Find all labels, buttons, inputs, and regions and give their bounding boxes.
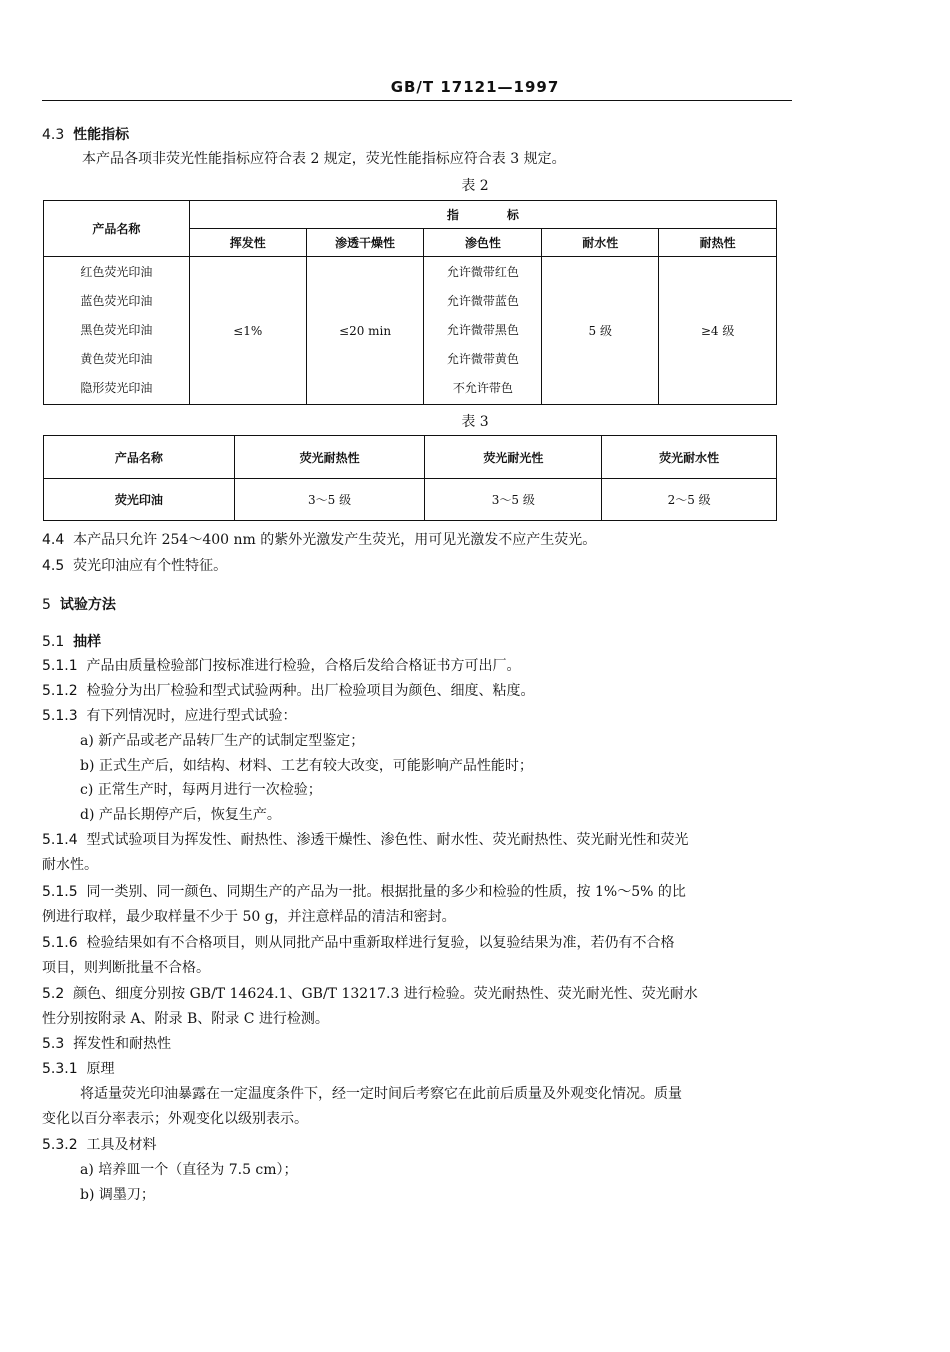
water-resistance-value: 5 级 — [542, 257, 659, 405]
section-4-3-heading: 4.3 性能指标 — [42, 127, 130, 143]
section-5-1-4: 5.1.4 型式试验项目为挥发性、耐热性、渗透干燥性、渗色性、耐水性、荧光耐热性、荧光耐光性和荧光 — [42, 832, 689, 848]
standard-code-header: GB/T 17121—1997 — [390, 78, 560, 96]
section-5-1-3: 5.1.3 有下列情况时，应进行型式试验： — [42, 708, 297, 724]
list-item: a) 培养皿一个（直径为 7.5 cm）； — [80, 1162, 298, 1178]
table-2-col-header: 渗色性 — [424, 229, 542, 257]
section-5-1-2: 5.1.2 检验分为出厂检验和型式试验两种。出厂检验项目为颜色、细度、粘度。 — [42, 683, 535, 699]
heat-resistance-value: ≥4 级 — [659, 257, 777, 405]
table-3-cell: 3～5 级 — [234, 479, 425, 521]
table-2 — [43, 200, 777, 405]
table-3-cell: 2～5 级 — [602, 479, 777, 521]
list-item: b) 调墨刀； — [80, 1187, 155, 1203]
section-5-2-cont: 性分别按附录 A、附录 B、附录 C 进行检测。 — [42, 1011, 329, 1027]
table-2-col-header: 挥发性 — [189, 229, 306, 257]
table-2-caption: 表 2 — [461, 178, 489, 194]
section-5-3-heading: 5.3 挥发性和耐热性 — [42, 1036, 172, 1052]
section-5-1-6: 5.1.6 检验结果如有不合格项目，则从同批产品中重新取样进行复验，以复验结果为准，若仍有不合格 — [42, 935, 675, 951]
section-4-3-text: 本产品各项非荧光性能指标应符合表 2 规定，荧光性能指标应符合表 3 规定。 — [82, 151, 566, 167]
table-2-col-header: 耐热性 — [659, 229, 777, 257]
table-2-product-header: 产品名称 — [44, 201, 190, 257]
section-4-5: 4.5 荧光印油应有个性特征。 — [42, 558, 228, 574]
section-5-1-1: 5.1.1 产品由质量检验部门按标准进行检验，合格后发给合格证书方可出厂。 — [42, 658, 521, 674]
table-2-col-header: 渗透干燥性 — [306, 229, 424, 257]
product-name: 黄色荧光印油 — [80, 352, 153, 366]
section-5-1-5: 5.1.5 同一类别、同一颜色、同期生产的产品为一批。根据批量的多少和检验的性质，按 1%～5% 的比 — [42, 884, 686, 900]
table-3-cell: 荧光印油 — [44, 479, 235, 521]
list-item: a) 新产品或老产品转厂生产的试制定型鉴定； — [80, 733, 365, 749]
table-3-header: 产品名称 — [44, 436, 235, 479]
section-5-3-1-text: 将适量荧光印油暴露在一定温度条件下，经一定时间后考察它在此前后质量及外观变化情况。质量 — [80, 1086, 682, 1102]
table-3-header: 荧光耐水性 — [602, 436, 777, 479]
list-item: b) 正式生产后，如结构、材料、工艺有较大改变，可能影响产品性能时； — [80, 758, 533, 774]
bleeding-value: 不允许带色 — [452, 381, 513, 395]
product-name: 蓝色荧光印油 — [80, 294, 153, 308]
volatility-value: ≤1% — [189, 257, 306, 405]
table-3-caption: 表 3 — [461, 414, 489, 430]
product-name: 隐形荧光印油 — [80, 381, 153, 395]
table-2-group-header: 指 标 — [189, 201, 776, 229]
section-5-1-heading: 5.1 抽样 — [42, 634, 102, 650]
list-item: c) 正常生产时，每两月进行一次检验； — [80, 782, 322, 798]
product-name: 黑色荧光印油 — [80, 323, 153, 337]
section-5-3-1-text-cont: 变化以百分率表示；外观变化以级别表示。 — [42, 1111, 308, 1127]
bleeding-value: 允许微带黑色 — [446, 323, 519, 337]
table-2-products-cell — [44, 257, 190, 405]
table-3-header: 荧光耐光性 — [425, 436, 602, 479]
section-5-1-5-cont: 例进行取样，最少取样量不少于 50 g，并注意样品的清洁和密封。 — [42, 909, 456, 925]
product-name: 红色荧光印油 — [80, 265, 153, 279]
header-rule — [42, 100, 792, 101]
section-5-1-4-cont: 耐水性。 — [42, 857, 98, 873]
bleeding-value: 允许微带红色 — [446, 265, 519, 279]
drying-value: ≤20 min — [306, 257, 424, 405]
section-5-2: 5.2 颜色、细度分别按 GB/T 14624.1、GB/T 13217.3 进行检验。荧光耐热性、荧光耐光性、荧光耐水 — [42, 986, 698, 1002]
bleeding-value: 允许微带黄色 — [446, 352, 519, 366]
table-3-cell: 3～5 级 — [425, 479, 602, 521]
table-3 — [43, 435, 777, 521]
section-4-4: 4.4 本产品只允许 254～400 nm 的紫外光激发产生荧光，用可见光激发不应产生荧光。 — [42, 532, 597, 548]
list-item: d) 产品长期停产后，恢复生产。 — [80, 807, 281, 823]
table-2-col-header: 耐水性 — [542, 229, 659, 257]
section-5-3-1-heading: 5.3.1 原理 — [42, 1061, 115, 1077]
section-5-heading: 5 试验方法 — [42, 597, 116, 613]
section-5-3-2-heading: 5.3.2 工具及材料 — [42, 1137, 157, 1153]
section-5-1-6-cont: 项目，则判断批量不合格。 — [42, 960, 210, 976]
table-2-bleeding-cell — [424, 257, 542, 405]
table-3-header: 荧光耐热性 — [234, 436, 425, 479]
bleeding-value: 允许微带蓝色 — [446, 294, 519, 308]
